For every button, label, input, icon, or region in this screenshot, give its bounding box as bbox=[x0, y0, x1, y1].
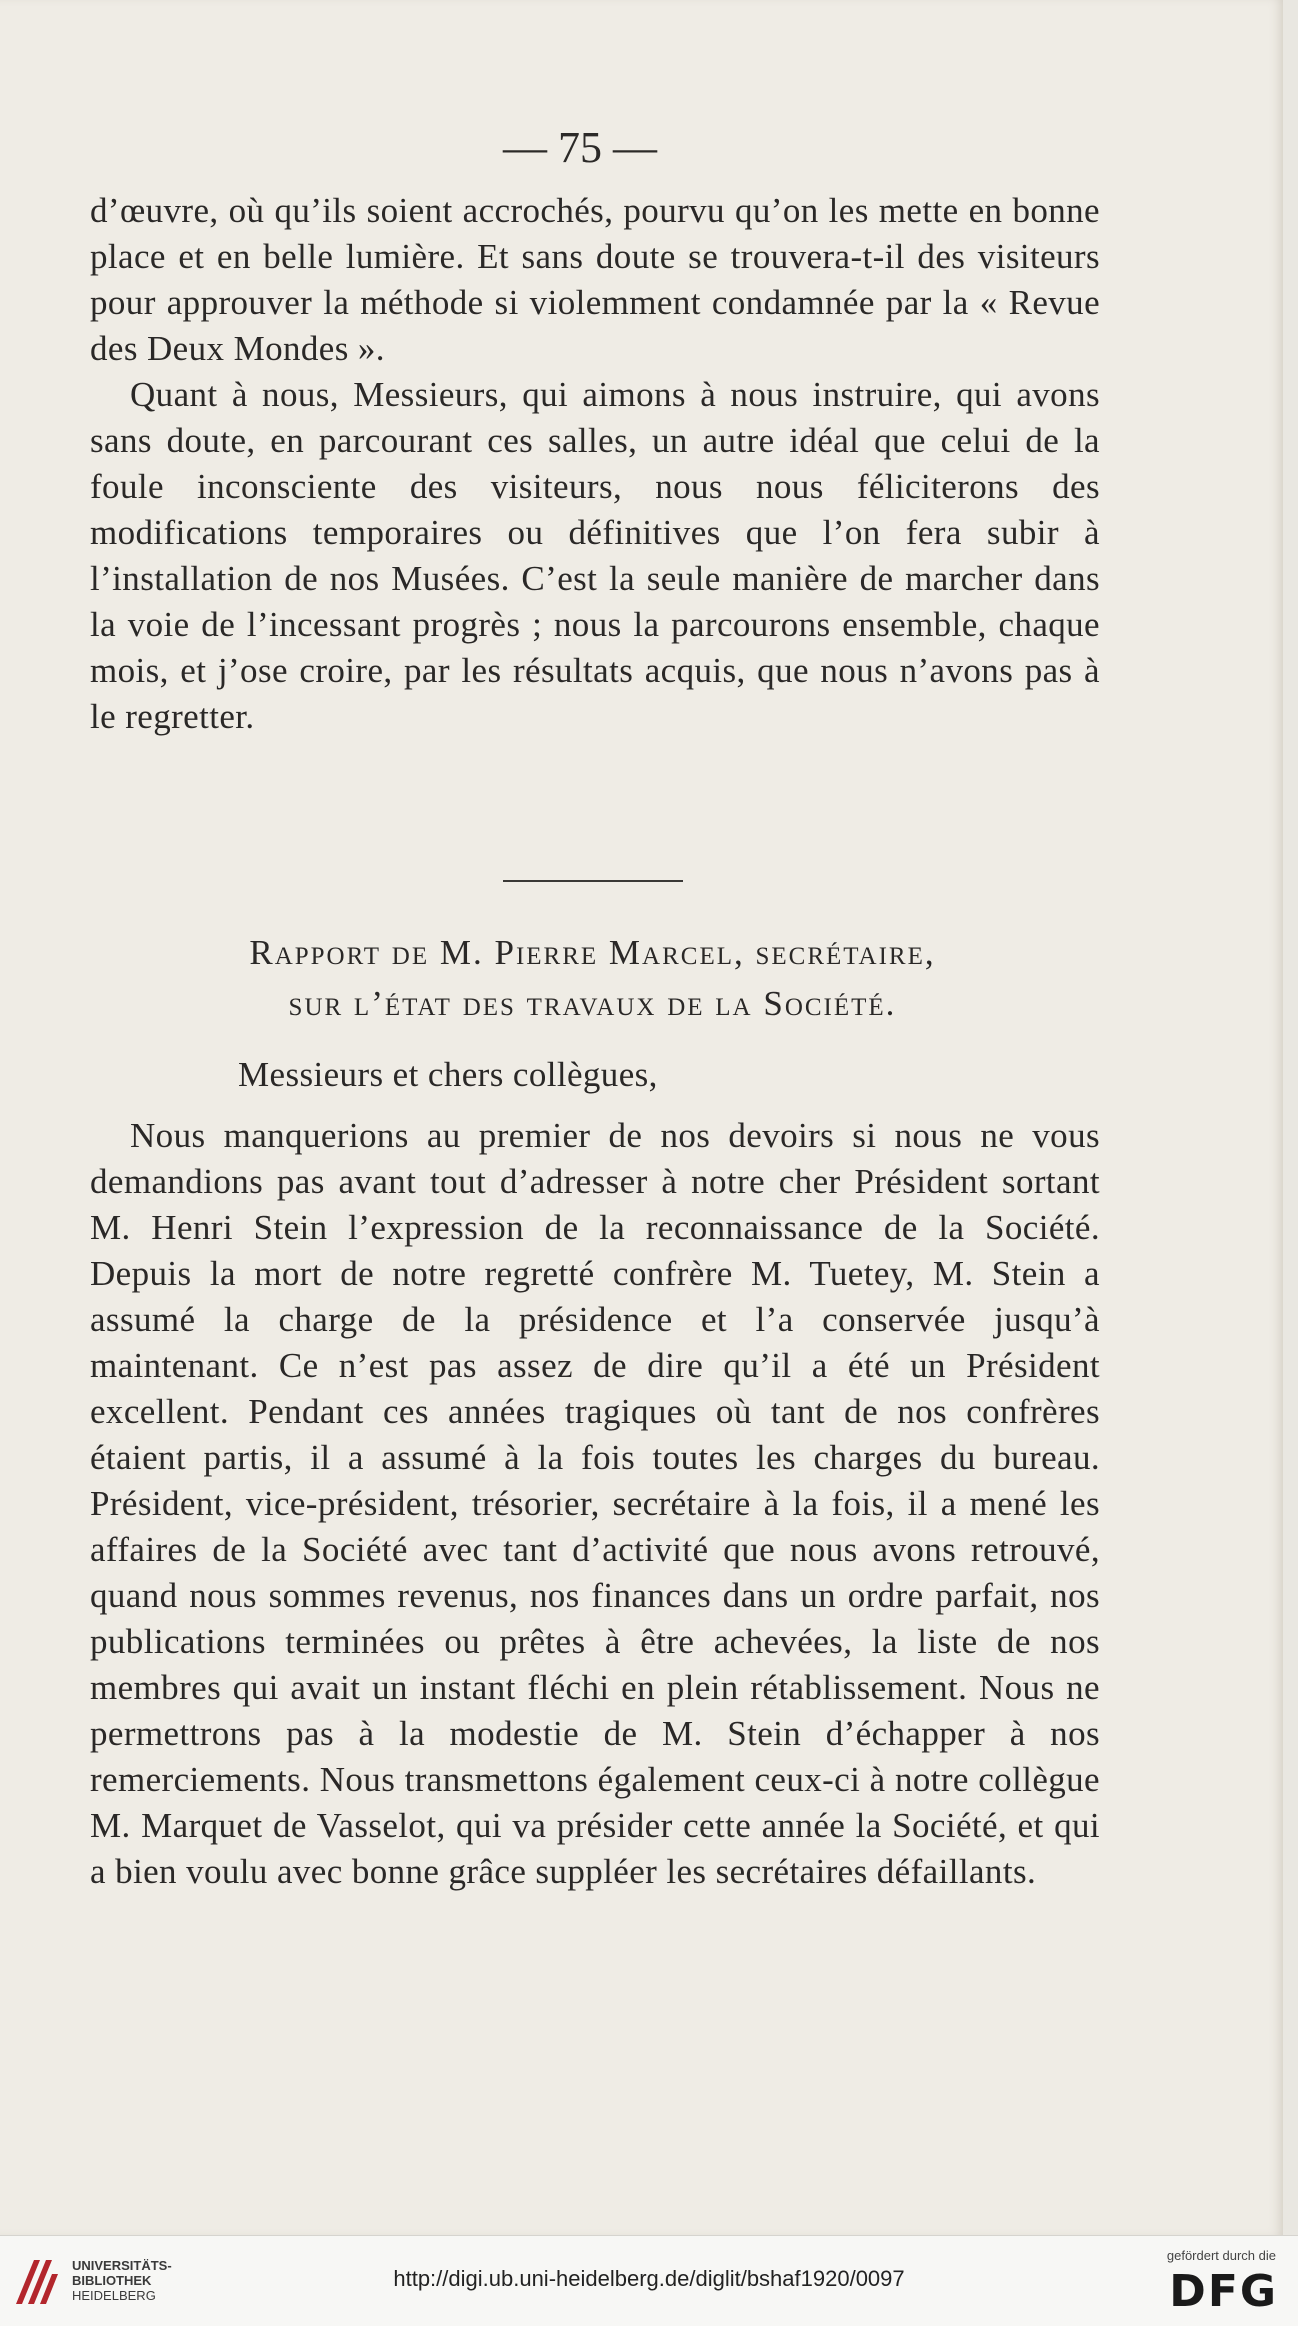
paragraph: Nous manquerions au premier de nos devoirs si nous ne vous demandions pas avant tout d’adresser à notre cher Président sortant M. Henri Stein l’expression de la reconnaissance de la Société. Depuis la mort de notre regretté confrère M. Tuetey, M. Stein a assumé la charge de la présidence et l’a conservée jusqu’à maintenant. Ce n’est pas assez de dire qu’il a été un Président excellent. Pendant ces années tragiques où tant de nos confrères étaient partis, il a assumé à la fois toutes les charges du bureau. Président, vice-président, trésorier, secrétaire à la fois, il a mené les affaires de la Société avec tant d’activité que nous avons retrouvé, quand nous sommes revenus, nos finances dans un ordre parfait, nos publications terminées ou prêtes à être achevées, la liste de nos membres qui avait un instant fléchi en plein rétablissement. Nous ne permettrons pas à la modestie de M. Stein d’échapper à nos remerciements. Nous transmettons également ceux-ci à notre collègue M. Marquet de Vasselot, qui va présider cette année la Société, et qui a bien voulu avec bonne grâce suppléer les secrétaires défaillants. bbox=[90, 1116, 1100, 1891]
library-name-line: UNIVERSITÄTS- bbox=[72, 2258, 172, 2273]
section-separator bbox=[503, 880, 683, 882]
paragraph: d’œuvre, où qu’ils soient accrochés, pourvu qu’on les mette en bonne place et en belle lumière. Et sans doute se trouvera-t-il des visiteurs pour approuver la méthode si violemment condamnée par la « Revue des Deux Mondes ». bbox=[90, 191, 1100, 368]
library-name-line: HEIDELBERG bbox=[72, 2288, 156, 2303]
report-heading-line-1: Rapport de M. Pierre Marcel, secrétaire, bbox=[249, 933, 936, 972]
text-block-report bbox=[90, 1113, 1100, 1895]
paragraph: Quant à nous, Messieurs, qui aimons à nous instruire, qui avons sans doute, en parcourant ces salles, un autre idéal que celui de la foule inconsciente des visiteurs, nous nous féliciterons des modifications temporaires ou définitives que l’on fera subir à l’installation de nos Musées. C’est la seule manière de marcher dans la voie de l’incessant progrès ; nous la parcourons ensemble, chaque mois, et j’ose croire, par les résultats acquis, que nous n’avons pas à le regretter. bbox=[90, 375, 1100, 736]
dfg-logo: DFG bbox=[1169, 2266, 1278, 2317]
salutation: Messieurs et chers collègues, bbox=[238, 1055, 658, 1094]
funded-by-label: gefördert durch die bbox=[1166, 2248, 1276, 2263]
document-url-link[interactable]: http://digi.ub.uni-heidelberg.de/diglit/bshaf1920/0097 bbox=[393, 2266, 905, 2291]
text-block-top bbox=[90, 188, 1100, 740]
report-heading-line-2: sur l’état des travaux de la Société. bbox=[288, 984, 897, 1023]
page-number: — 75 — bbox=[503, 123, 657, 172]
viewer-footer bbox=[0, 2235, 1298, 2326]
library-name-line: BIBLIOTHEK bbox=[72, 2273, 152, 2288]
